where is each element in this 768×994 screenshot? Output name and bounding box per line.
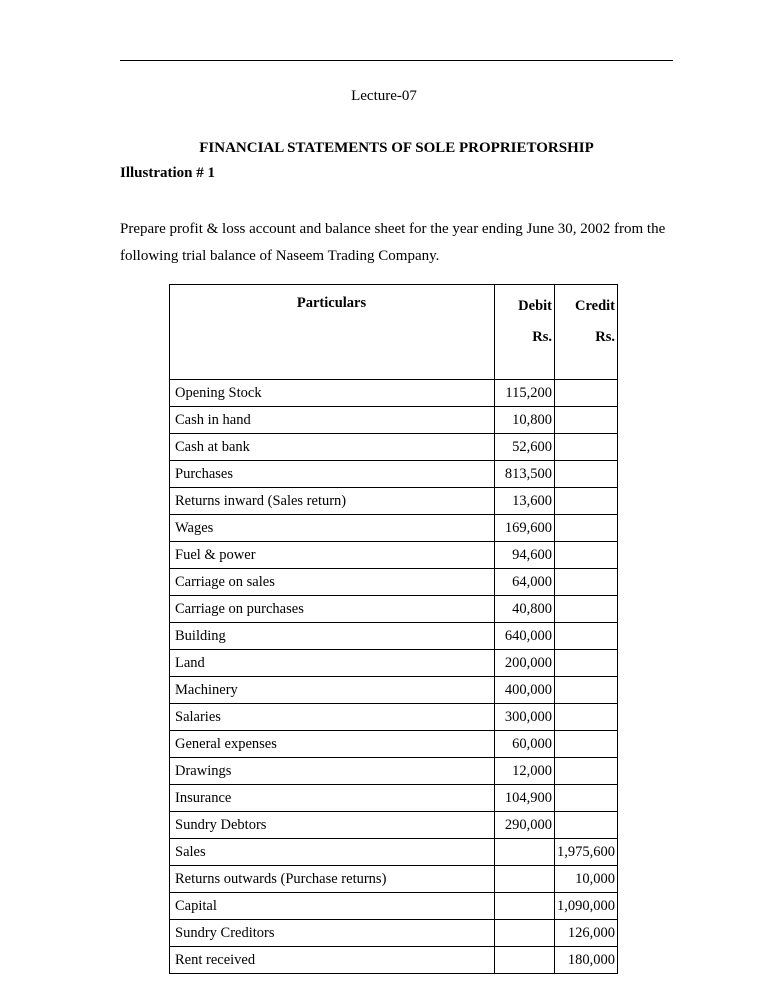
cell-credit: 10,000 xyxy=(555,866,618,893)
cell-particulars: Cash at bank xyxy=(170,434,495,461)
cell-particulars: Carriage on sales xyxy=(170,569,495,596)
cell-debit: 290,000 xyxy=(495,812,555,839)
table-row xyxy=(170,380,618,407)
illustration-heading: Illustration # 1 xyxy=(120,165,216,181)
cell-particulars: General expenses xyxy=(170,731,495,758)
cell-credit xyxy=(555,677,618,704)
cell-credit xyxy=(555,515,618,542)
cell-debit: 12,000 xyxy=(495,758,555,785)
cell-particulars: Opening Stock xyxy=(170,380,495,407)
document-title: FINANCIAL STATEMENTS OF SOLE PROPRIETORSHIP xyxy=(199,140,594,156)
cell-credit xyxy=(555,380,618,407)
table-row xyxy=(170,596,618,623)
cell-credit: 126,000 xyxy=(555,920,618,947)
table-row xyxy=(170,812,618,839)
table-row xyxy=(170,758,618,785)
cell-credit xyxy=(555,542,618,569)
cell-particulars: Returns outwards (Purchase returns) xyxy=(170,866,495,893)
top-rule xyxy=(120,60,673,61)
table-row xyxy=(170,920,618,947)
table-row xyxy=(170,731,618,758)
cell-credit xyxy=(555,650,618,677)
cell-particulars: Salaries xyxy=(170,704,495,731)
lecture-number: Lecture-07 xyxy=(351,88,417,104)
cell-particulars: Insurance xyxy=(170,785,495,812)
cell-debit: 40,800 xyxy=(495,596,555,623)
cell-credit xyxy=(555,758,618,785)
cell-debit: 52,600 xyxy=(495,434,555,461)
cell-credit xyxy=(555,488,618,515)
table-row xyxy=(170,542,618,569)
cell-credit xyxy=(555,785,618,812)
cell-credit xyxy=(555,434,618,461)
header-credit-label: Credit xyxy=(574,298,615,314)
cell-debit: 813,500 xyxy=(495,461,555,488)
table-header-row xyxy=(170,285,618,380)
header-debit xyxy=(495,285,555,380)
cell-particulars: Building xyxy=(170,623,495,650)
intro-paragraph: Prepare profit & loss account and balance sheet for the year ending June 30, 2002 from the following trial balance of Naseem Trading Company. xyxy=(120,221,666,264)
cell-particulars: Sales xyxy=(170,839,495,866)
table-row xyxy=(170,704,618,731)
table-row xyxy=(170,434,618,461)
header-credit xyxy=(555,285,618,380)
cell-credit xyxy=(555,461,618,488)
table-row xyxy=(170,461,618,488)
cell-particulars: Returns inward (Sales return) xyxy=(170,488,495,515)
cell-debit: 64,000 xyxy=(495,569,555,596)
table-row xyxy=(170,839,618,866)
cell-debit: 60,000 xyxy=(495,731,555,758)
cell-credit xyxy=(555,407,618,434)
cell-credit xyxy=(555,623,618,650)
cell-particulars: Fuel & power xyxy=(170,542,495,569)
cell-credit: 1,090,000 xyxy=(555,893,618,920)
cell-credit: 1,975,600 xyxy=(555,839,618,866)
cell-debit: 104,900 xyxy=(495,785,555,812)
cell-credit: 180,000 xyxy=(555,947,618,974)
cell-debit xyxy=(495,947,555,974)
cell-particulars: Sundry Debtors xyxy=(170,812,495,839)
cell-debit xyxy=(495,893,555,920)
cell-particulars: Cash in hand xyxy=(170,407,495,434)
header-debit-label: Debit xyxy=(518,298,552,314)
cell-credit xyxy=(555,596,618,623)
cell-debit: 169,600 xyxy=(495,515,555,542)
cell-particulars: Land xyxy=(170,650,495,677)
cell-particulars: Wages xyxy=(170,515,495,542)
table-row xyxy=(170,650,618,677)
cell-particulars: Sundry Creditors xyxy=(170,920,495,947)
cell-debit: 13,600 xyxy=(495,488,555,515)
header-credit-unit: Rs. xyxy=(595,329,615,345)
header-particulars: Particulars xyxy=(170,285,495,380)
cell-credit xyxy=(555,704,618,731)
cell-debit: 10,800 xyxy=(495,407,555,434)
table-row xyxy=(170,785,618,812)
cell-particulars: Rent received xyxy=(170,947,495,974)
table-row xyxy=(170,515,618,542)
cell-debit: 640,000 xyxy=(495,623,555,650)
cell-debit: 300,000 xyxy=(495,704,555,731)
table-row xyxy=(170,866,618,893)
cell-particulars: Drawings xyxy=(170,758,495,785)
table-row xyxy=(170,947,618,974)
cell-credit xyxy=(555,812,618,839)
cell-particulars: Capital xyxy=(170,893,495,920)
cell-debit: 400,000 xyxy=(495,677,555,704)
cell-credit xyxy=(555,569,618,596)
table-row xyxy=(170,677,618,704)
cell-debit xyxy=(495,839,555,866)
cell-debit xyxy=(495,866,555,893)
table-row xyxy=(170,407,618,434)
header-debit-unit: Rs. xyxy=(532,329,552,345)
cell-particulars: Machinery xyxy=(170,677,495,704)
table-row xyxy=(170,893,618,920)
cell-debit: 200,000 xyxy=(495,650,555,677)
table-row xyxy=(170,623,618,650)
trial-balance-table xyxy=(169,284,618,974)
cell-debit: 94,600 xyxy=(495,542,555,569)
cell-debit xyxy=(495,920,555,947)
cell-credit xyxy=(555,731,618,758)
table-row xyxy=(170,569,618,596)
cell-particulars: Purchases xyxy=(170,461,495,488)
cell-debit: 115,200 xyxy=(495,380,555,407)
table-row xyxy=(170,488,618,515)
cell-particulars: Carriage on purchases xyxy=(170,596,495,623)
